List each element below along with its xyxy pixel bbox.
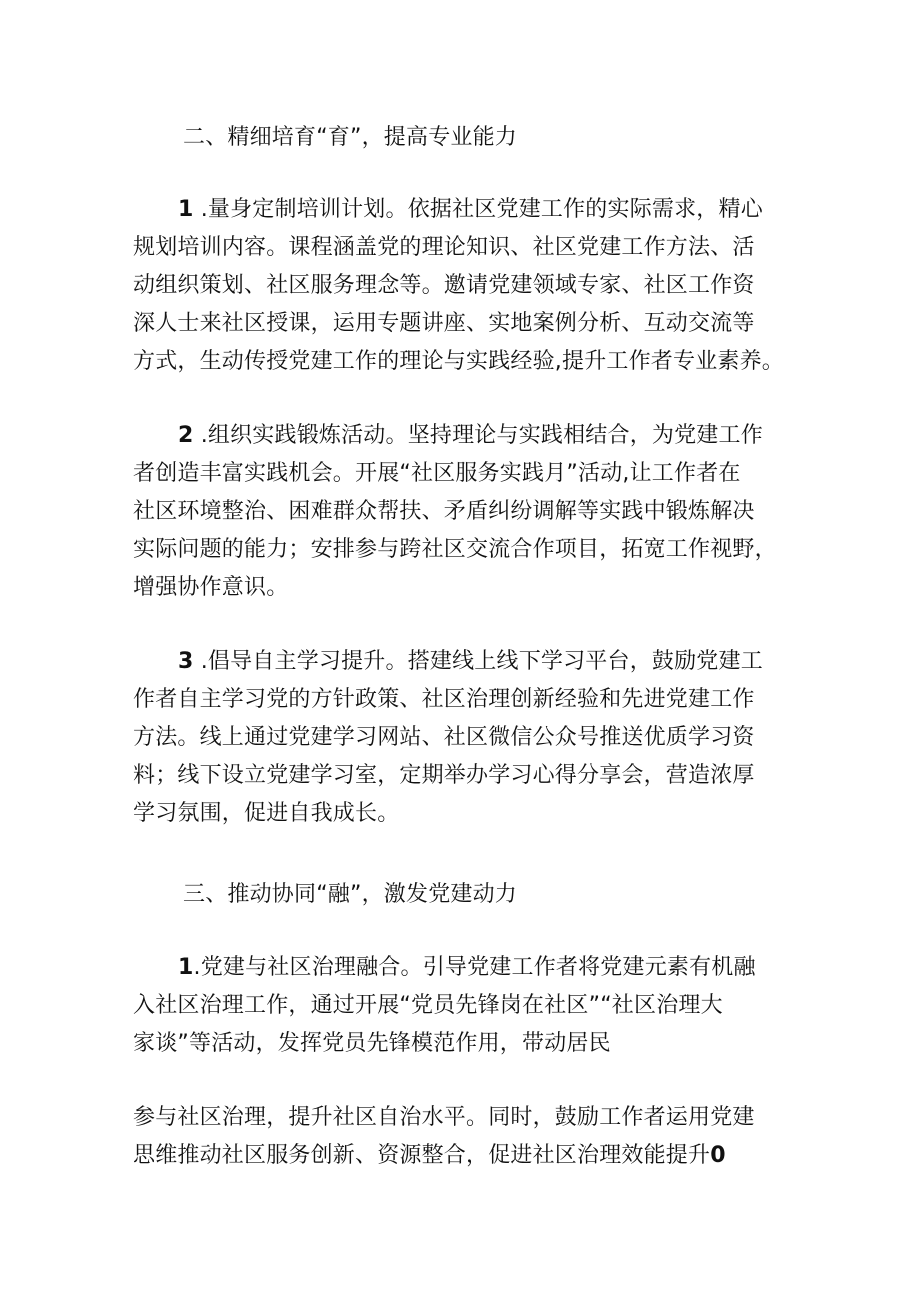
- item-number: 1: [178, 197, 194, 222]
- paragraph-line: [178, 418, 858, 454]
- paragraph-line: 实际问题的能力；安排参与跨社区交流合作项目，拓宽工作视野，: [133, 537, 777, 562]
- paragraph-line: [178, 950, 858, 986]
- paragraph-line: 作者自主学习党的方针政策、社区治理创新经验和先进党建工作: [133, 687, 755, 712]
- paragraph-line: 家谈”等活动，发挥党员先锋模范作用，带动居民: [133, 1031, 611, 1056]
- section-heading: 三、推动协同“融”，激发党建动力: [183, 882, 517, 907]
- paragraph-line: [178, 192, 858, 228]
- paragraph-line: 入社区治理工作，通过开展“党员先锋岗在社区”“社区治理大: [133, 993, 723, 1018]
- paragraph-line: 者创造丰富实践机会。开展“社区服务实践月”活动,让工作者在: [133, 461, 741, 486]
- paragraph-line: 学习氛围，促进自我成长。: [133, 801, 400, 826]
- paragraph-line: 方法。线上通过党建学习网站、社区微信公众号推送优质学习资: [133, 725, 755, 750]
- paragraph-line: 深人士来社区授课，运用专题讲座、实地案例分析、互动交流等: [133, 311, 755, 336]
- paragraph-line: 方式，生动传授党建工作的理论与实践经验,提升工作者专业素养。: [133, 349, 784, 374]
- section-heading: 二、精细培育“育”，提高专业能力: [183, 125, 517, 150]
- paragraph-line: 规划培训内容。课程涵盖党的理论知识、社区党建工作方法、活: [133, 235, 755, 260]
- paragraph-line: 动组织策划、社区服务理念等。邀请党建领域专家、社区工作资: [133, 273, 755, 298]
- paragraph-line: 社区环境整治、困难群众帮扶、矛盾纠纷调解等实践中锻炼解决: [133, 499, 755, 524]
- paragraph-line: 增强协作意识。: [133, 575, 289, 600]
- item-number: 1: [178, 955, 194, 980]
- trailing-digit: 0: [710, 1143, 726, 1168]
- paragraph-text: 思维推动社区服务创新、资源整合，促进社区治理效能提升: [133, 1143, 711, 1168]
- paragraph-text: .党建与社区治理融合。引导党建工作者将党建元素有机融: [193, 955, 756, 980]
- item-number: 2: [178, 423, 194, 448]
- paragraph-line: [133, 1138, 813, 1174]
- paragraph-line: [178, 644, 858, 680]
- paragraph-text: .组织实践锻炼活动。坚持理论与实践相结合，为党建工作: [193, 423, 763, 448]
- item-number: 3: [178, 649, 194, 674]
- paragraph-line: 参与社区治理，提升社区自治水平。同时，鼓励工作者运用党建: [133, 1105, 755, 1130]
- paragraph-line: 料；线下设立党建学习室，定期举办学习心得分享会，营造浓厚: [133, 763, 755, 788]
- paragraph-text: .倡导自主学习提升。搭建线上线下学习平台，鼓励党建工: [193, 649, 763, 674]
- paragraph-text: .量身定制培训计划。依据社区党建工作的实际需求，精心: [193, 197, 763, 222]
